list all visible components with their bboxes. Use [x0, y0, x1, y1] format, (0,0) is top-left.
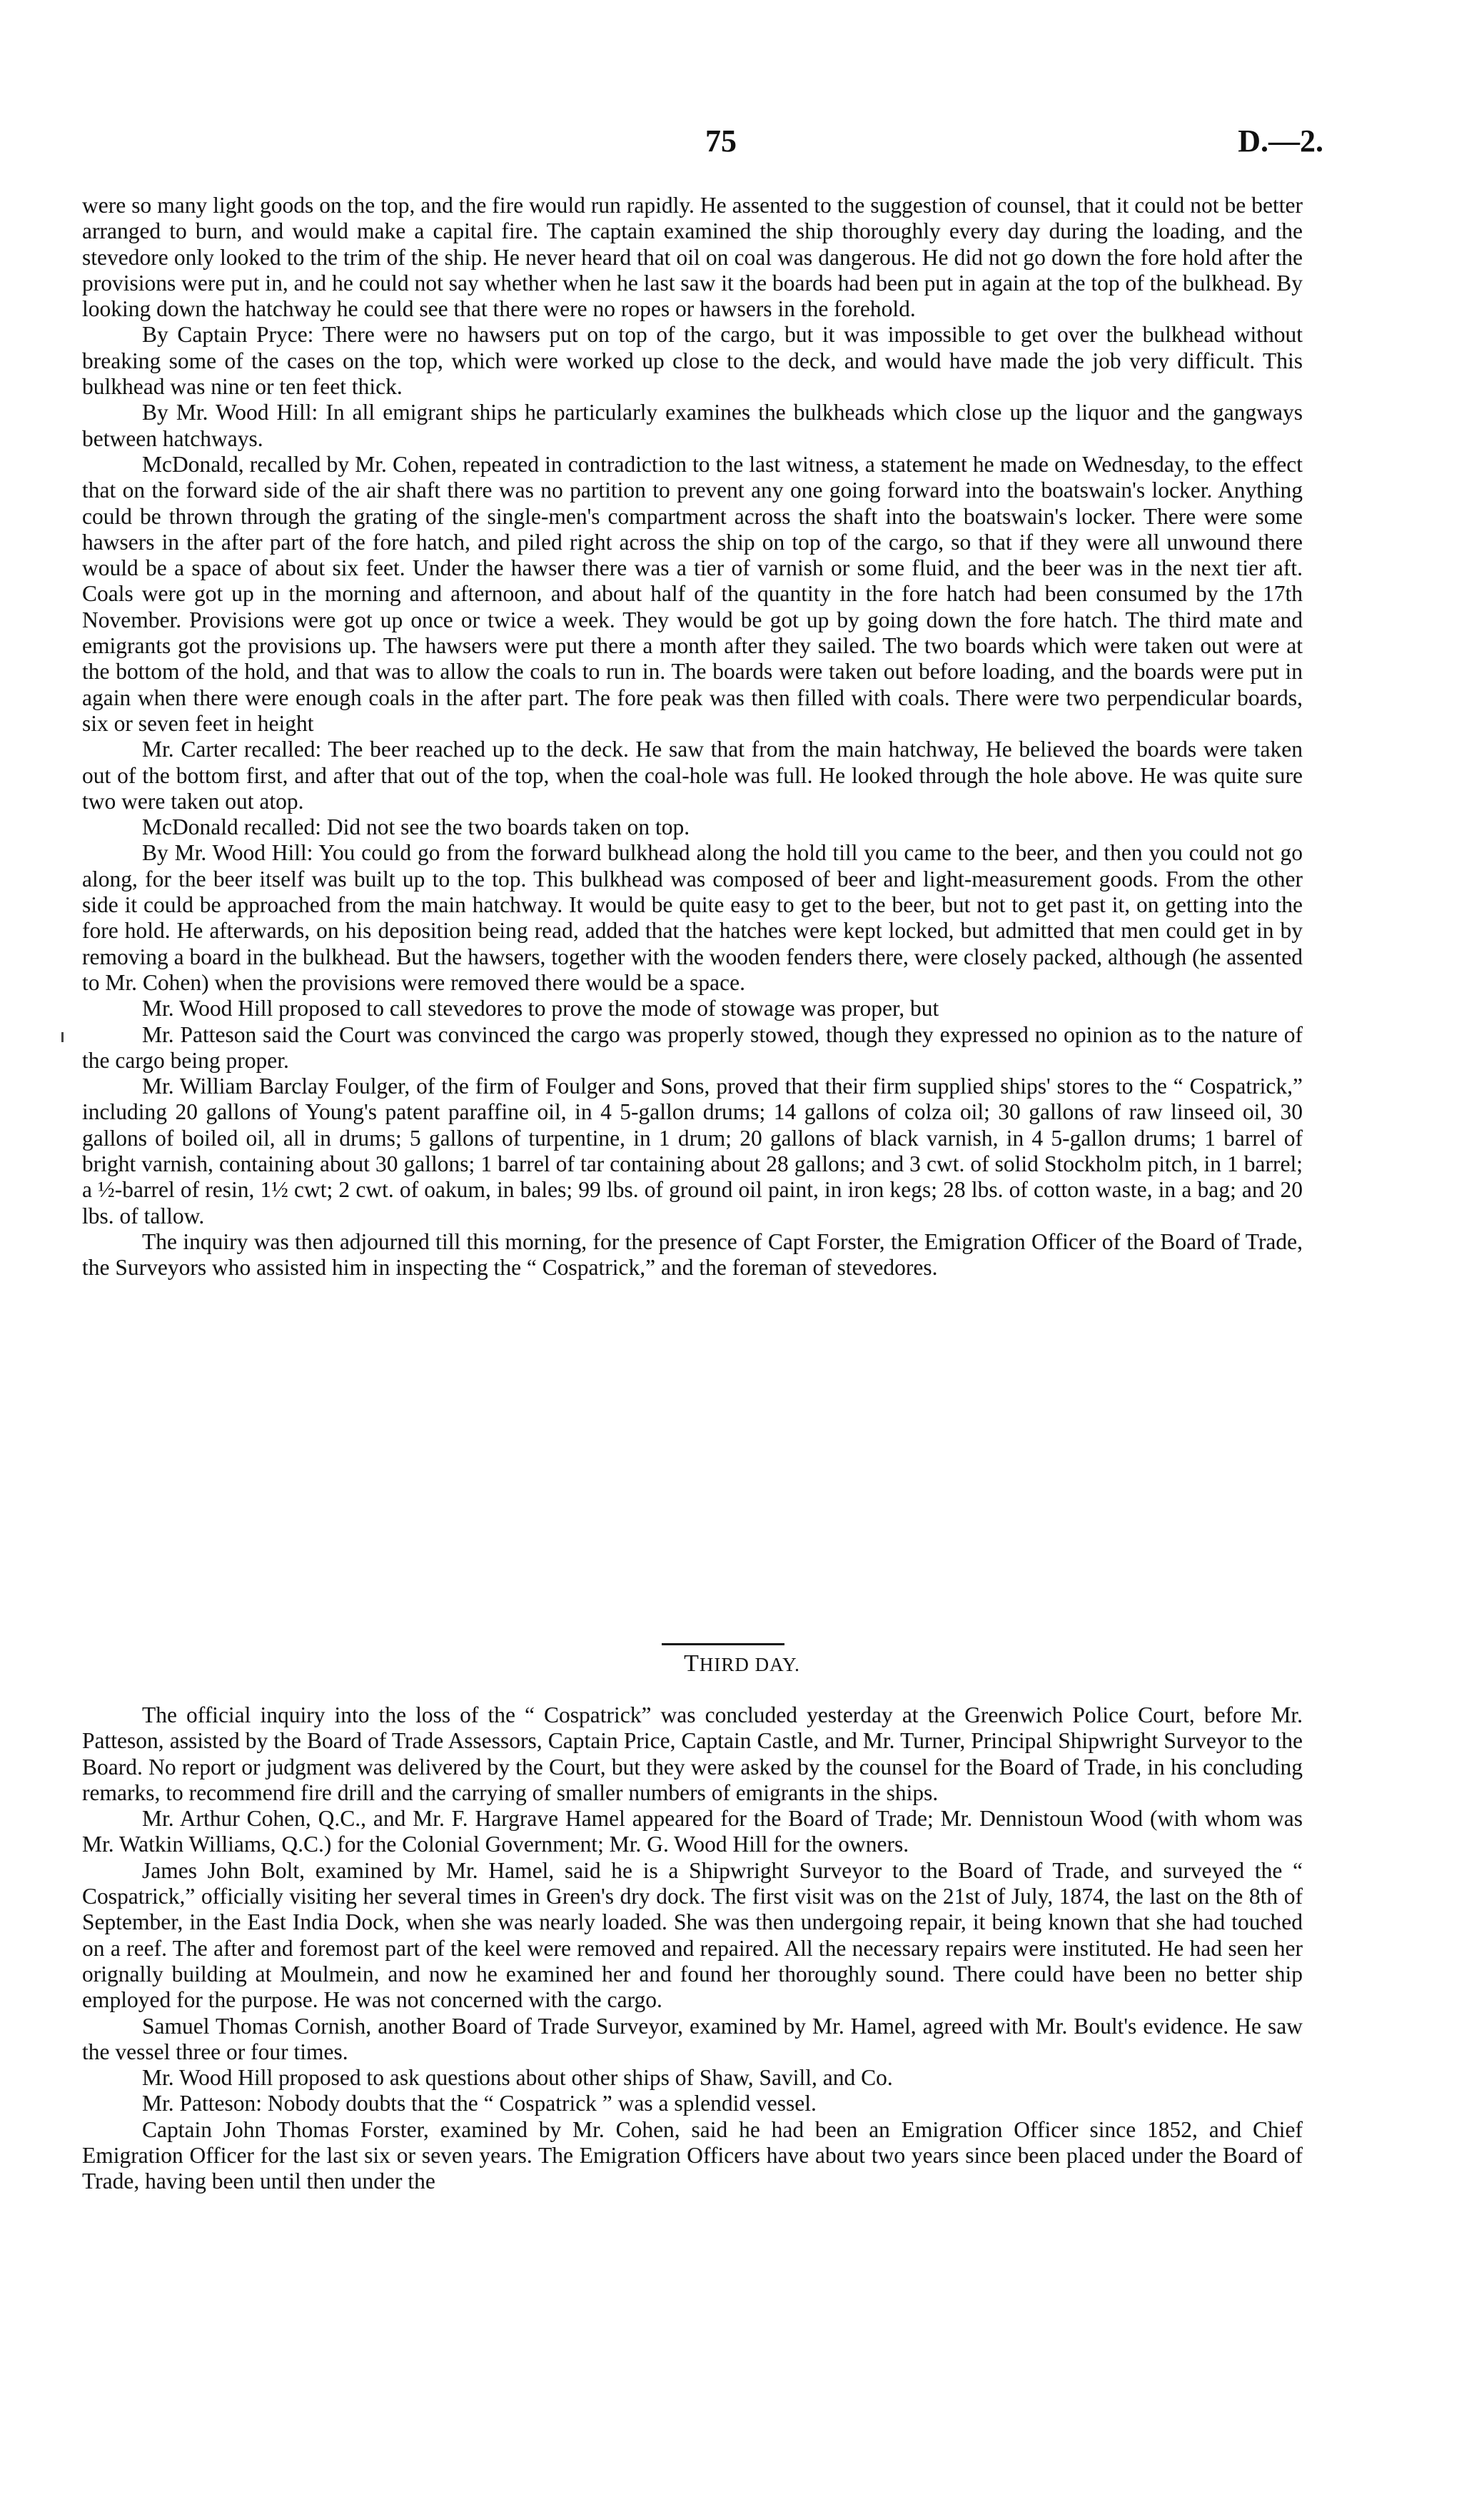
section-heading-initial: T: [684, 1650, 700, 1677]
paragraph: The official inquiry into the loss of the “ Cospatrick” was concluded yesterday at the Greenwich Police Court, before Mr. Patteson, assisted by the Board of Trade Assessors, Captain Price, Captain Castle, and Mr. Turner, Principal Shipwright Surveyor to the Board. No report or judgment was delivered by the Court, but they were asked by the counsel for the Board of Trade, in his concluding remarks, to recommend fire drill and the carrying of smaller numbers of emigrants in the ships.: [82, 1702, 1303, 1805]
paragraph: Mr. Patteson: Nobody doubts that the “ Cospatrick ” was a splendid vessel.: [142, 2091, 817, 2116]
paragraph: McDonald recalled: Did not see the two boards taken on top.: [142, 814, 690, 840]
paragraph: Mr. Wood Hill proposed to call stevedores to prove the mode of stowage was proper, but: [142, 996, 939, 1021]
section-divider: [662, 1643, 784, 1645]
paragraph: By Mr. Wood Hill: You could go from the forward bulkhead along the hold till you came to the beer, and then you could not go along, for the beer itself was built up to the top. This bulkhead was composed of beer and light-measurement goods. From the other side it could be approached from the main hatchway. It would be quite easy to get to the beer, but not to get past it, on getting into the fore hold. He afterwards, on his deposition being read, added that the hatches were kept locked, but admitted that men could get in by removing a board in the bulkhead. But the hawsers, together with the wooden fenders there, were closely packed, although (he assented to Mr. Cohen) when the provisions were removed there would be a space.: [82, 840, 1303, 995]
testimony-continued: [82, 193, 1303, 1281]
paragraph: By Captain Pryce: There were no hawsers put on top of the cargo, but it was impossible to get over the bulkhead without breaking some of the cases on the top, which were worked up close to the deck, and would have made the job very difficult. This bulkhead was nine or ten feet thick.: [82, 322, 1303, 400]
margin-mark: [61, 1032, 64, 1042]
page-number: 75: [705, 123, 737, 158]
paragraph: Samuel Thomas Cornish, another Board of Trade Surveyor, examined by Mr. Hamel, agreed with Mr. Boult's evidence. He saw the vessel three or four times.: [82, 2013, 1303, 2064]
third-day-proceedings: [82, 1702, 1303, 2195]
paragraph: Mr. Arthur Cohen, Q.C., and Mr. F. Hargrave Hamel appeared for the Board of Trade; Mr. Dennistoun Wood (with whom was Mr. Watkin Williams, Q.C.) for the Colonial Government; Mr. G. Wood Hill for the owners.: [82, 1806, 1303, 1857]
paragraph: Mr. Carter recalled: The beer reached up to the deck. He saw that from the main hatchway, He believed the boards were taken out of the bottom first, and after that out of the top, when the coal-hole was full. He looked through the hole above. He was quite sure two were taken out atop.: [82, 737, 1303, 814]
paragraph: James John Bolt, examined by Mr. Hamel, said he is a Shipwright Surveyor to the Board of Trade, and surveyed the “ Cospatrick,” officially visiting her several times in Green's dry dock. The first visit was on the 21st of July, 1874, the last on the 8th of September, in the East India Dock, when she was nearly loaded. She was then undergoing repair, it being known that she had touched on a reef. The after and foremost part of the keel were removed and repaired. All the necessary repairs were instituted. He had seen her orignally building at Moulmein, and now he examined her and found her thoroughly sound. There could have been no better ship employed for the purpose. He was not concerned with the cargo.: [82, 1857, 1303, 2013]
paragraph: Mr. William Barclay Foulger, of the firm of Foulger and Sons, proved that their firm supplied ships' stores to the “ Cospatrick,” including 20 gallons of Young's patent paraffine oil, in 4 5-gallon drums; 14 gallons of colza oil; 30 gallons of raw linseed oil, 30 gallons of boiled oil, all in drums; 5 gallons of turpentine, in 1 drum; 20 gallons of black varnish, in 4 5-gallon drums; 1 barrel of bright varnish, containing about 30 gallons; 1 barrel of tar containing about 28 gallons; and 3 cwt. of solid Stockholm pitch, in 1 barrel; a ½-barrel of resin, 1½ cwt; 2 cwt. of oakum, in bales; 99 lbs. of ground oil paint, in iron kegs; 28 lbs. of cotton waste, in a bag; and 20 lbs. of tallow.: [82, 1074, 1303, 1228]
section-heading-rest: HIRD DAY.: [699, 1654, 800, 1675]
section-heading: [0, 1650, 1484, 1677]
paragraph: McDonald, recalled by Mr. Cohen, repeated in contradiction to the last witness, a statement he made on Wednesday, to the effect that on the forward side of the air shaft there was no partition to prevent any one going forward into the boatswain's locker. Anything could be thrown through the grating of the single-men's compartment across the shaft into the boatswain's locker. There were some hawsers in the after part of the fore hatch, and piled right across the ship on top of the cargo, so that if they were all unwound there would be a space of about six feet. Under the hawser there was a tier of varnish or some fluid, and the beer was in the next tier aft. Coals were got up in the morning and afternoon, and about half of the quantity in the fore hatch had been consumed by the 17th November. Provisions were got up once or twice a week. They would be got up by going down the fore hatch. The third mate and emigrants got the provisions up. The hawsers were put there a month after they sailed. The two boards which were taken out were at the bottom of the hold, and that was to allow the coals to run in. The boards were taken out before loading, and the boards were put in again when there were enough coals in the after part. The fore peak was then filled with coals. There were two perpendicular boards, six or seven feet in height: [82, 451, 1303, 736]
paragraph: Captain John Thomas Forster, examined by Mr. Cohen, said he had been an Emigration Officer since 1852, and Chief Emigration Officer for the last six or seven years. The Emigration Officers have about two years since been placed under the Board of Trade, having been until then under the: [82, 2116, 1303, 2194]
paragraph: The inquiry was then adjourned till this morning, for the presence of Capt Forster, the Emigration Officer of the Board of Trade, the Surveyors who assisted him in inspecting the “ Cospatrick,” and the foreman of stevedores.: [82, 1228, 1303, 1281]
paragraph: were so many light goods on the top, and the fire would run rapidly. He assented to the suggestion of counsel, that it could not be better arranged to burn, and would make a capital fire. The captain examined the ship thoroughly every day during the loading, and the stevedore only looked to the trim of the ship. He never heard that oil on coal was dangerous. He did not go down the fore hold after the provisions were put in, and he could not say whether when he last saw it the boards had been put in again at the top of the bulkhead. By looking down the hatchway he could see that there were no ropes or hawsers in the forehold.: [82, 193, 1303, 322]
paragraph: By Mr. Wood Hill: In all emigrant ships he particularly examines the bulkheads which close up the liquor and the gangways between hatchways.: [82, 400, 1303, 451]
document-reference: D.—2.: [1238, 123, 1323, 158]
paragraph: Mr. Wood Hill proposed to ask questions about other ships of Shaw, Savill, and Co.: [142, 2065, 893, 2091]
paragraph: Mr. Patteson said the Court was convinced the cargo was properly stowed, though they expressed no opinion as to the nature of the cargo being proper.: [82, 1021, 1303, 1073]
